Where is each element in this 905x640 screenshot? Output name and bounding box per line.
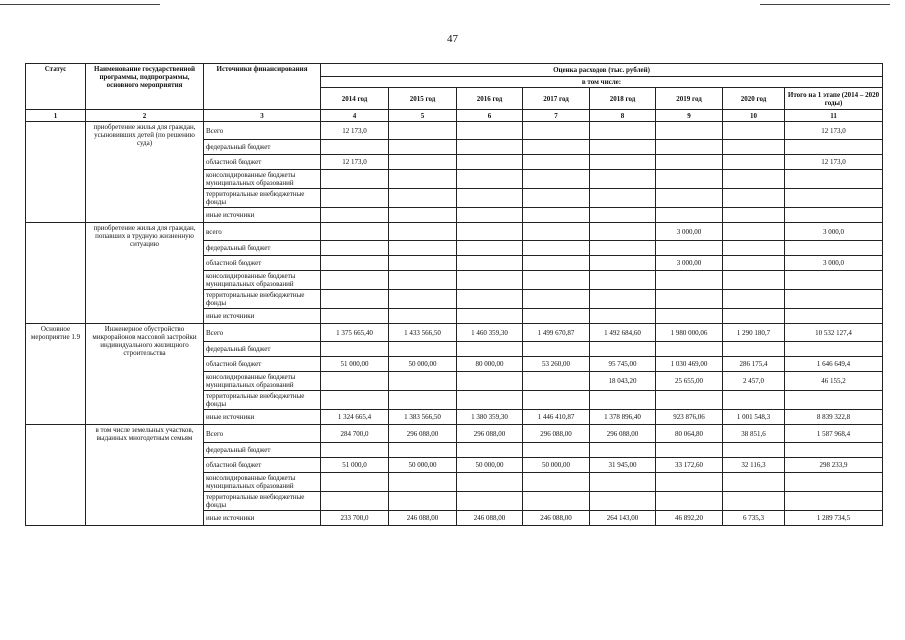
- source-cell: Всего: [204, 324, 321, 342]
- header-year: 2019 год: [656, 88, 723, 110]
- value-cell: [656, 140, 723, 155]
- source-cell: территориальные внебюджетные фонды: [204, 391, 321, 410]
- value-cell: 18 043,20: [590, 372, 656, 391]
- value-cell: [723, 223, 785, 241]
- value-cell: 10 532 127,4: [785, 324, 883, 342]
- page-number: 47: [447, 33, 458, 45]
- source-cell: федеральный бюджет: [204, 140, 321, 155]
- value-cell: 50 000,00: [457, 458, 523, 473]
- value-cell: [723, 443, 785, 458]
- value-cell: 1 492 684,60: [590, 324, 656, 342]
- value-cell: 50 000,00: [389, 357, 457, 372]
- value-cell: 284 700,0: [321, 425, 389, 443]
- column-index: 7: [523, 110, 590, 122]
- value-cell: [723, 189, 785, 208]
- table-row: [26, 122, 883, 140]
- value-cell: [321, 473, 389, 492]
- value-cell: 12 173,0: [785, 122, 883, 140]
- value-cell: 50 000,00: [523, 458, 590, 473]
- name-cell: приобретение жилья для граждан, попавших в трудную жизненную ситуацию: [86, 223, 204, 324]
- value-cell: [389, 473, 457, 492]
- value-cell: 1 433 566,50: [389, 324, 457, 342]
- value-cell: 3 000,00: [656, 256, 723, 271]
- value-cell: 1 289 734,5: [785, 511, 883, 526]
- table-row: [26, 324, 883, 342]
- value-cell: 298 233,9: [785, 458, 883, 473]
- value-cell: 1 383 566,50: [389, 410, 457, 425]
- value-cell: [389, 122, 457, 140]
- value-cell: [785, 208, 883, 223]
- value-cell: [656, 492, 723, 511]
- value-cell: [389, 189, 457, 208]
- value-cell: [656, 241, 723, 256]
- value-cell: 1 290 180,7: [723, 324, 785, 342]
- column-index: 5: [389, 110, 457, 122]
- value-cell: 3 000,00: [656, 223, 723, 241]
- value-cell: 6 735,3: [723, 511, 785, 526]
- value-cell: [321, 492, 389, 511]
- status-cell: [26, 122, 86, 223]
- value-cell: [523, 122, 590, 140]
- value-cell: [389, 223, 457, 241]
- value-cell: [656, 271, 723, 290]
- value-cell: [457, 155, 523, 170]
- value-cell: [656, 290, 723, 309]
- value-cell: 80 000,00: [457, 357, 523, 372]
- value-cell: 51 000,0: [321, 458, 389, 473]
- value-cell: [523, 256, 590, 271]
- value-cell: [723, 170, 785, 189]
- value-cell: [723, 208, 785, 223]
- value-cell: 12 173,0: [785, 155, 883, 170]
- value-cell: [723, 290, 785, 309]
- value-cell: [389, 155, 457, 170]
- source-cell: Всего: [204, 425, 321, 443]
- value-cell: [656, 391, 723, 410]
- table-row: [26, 223, 883, 241]
- value-cell: [523, 309, 590, 324]
- value-cell: 264 143,00: [590, 511, 656, 526]
- column-index: 3: [204, 110, 321, 122]
- value-cell: [523, 342, 590, 357]
- value-cell: 1 378 896,40: [590, 410, 656, 425]
- column-index: 4: [321, 110, 389, 122]
- value-cell: [389, 492, 457, 511]
- source-cell: территориальные внебюджетные фонды: [204, 290, 321, 309]
- value-cell: [523, 290, 590, 309]
- value-cell: [389, 170, 457, 189]
- value-cell: [457, 189, 523, 208]
- value-cell: [590, 473, 656, 492]
- value-cell: [389, 241, 457, 256]
- source-cell: иные источники: [204, 410, 321, 425]
- value-cell: 51 000,00: [321, 357, 389, 372]
- value-cell: [523, 223, 590, 241]
- value-cell: [389, 342, 457, 357]
- value-cell: [785, 241, 883, 256]
- value-cell: [321, 241, 389, 256]
- value-cell: [321, 290, 389, 309]
- source-cell: областной бюджет: [204, 458, 321, 473]
- value-cell: [321, 342, 389, 357]
- value-cell: [457, 241, 523, 256]
- value-cell: [723, 140, 785, 155]
- value-cell: [523, 492, 590, 511]
- value-cell: [656, 155, 723, 170]
- status-cell: Основное мероприятие 1.9: [26, 324, 86, 425]
- value-cell: [785, 309, 883, 324]
- value-cell: [457, 342, 523, 357]
- expenditure-table: [25, 63, 883, 526]
- value-cell: [457, 170, 523, 189]
- value-cell: [590, 140, 656, 155]
- value-cell: [590, 155, 656, 170]
- value-cell: [523, 443, 590, 458]
- value-cell: [590, 342, 656, 357]
- value-cell: 12 173,0: [321, 155, 389, 170]
- value-cell: 1 001 548,3: [723, 410, 785, 425]
- source-cell: федеральный бюджет: [204, 241, 321, 256]
- header-status: Статус: [26, 64, 86, 110]
- value-cell: [785, 189, 883, 208]
- value-cell: [321, 223, 389, 241]
- value-cell: [457, 290, 523, 309]
- value-cell: [457, 140, 523, 155]
- value-cell: [590, 309, 656, 324]
- value-cell: [656, 309, 723, 324]
- value-cell: [723, 473, 785, 492]
- column-index: 8: [590, 110, 656, 122]
- value-cell: [457, 309, 523, 324]
- value-cell: 95 745,00: [590, 357, 656, 372]
- source-cell: территориальные внебюджетные фонды: [204, 189, 321, 208]
- header-year: 2017 год: [523, 88, 590, 110]
- value-cell: [321, 170, 389, 189]
- value-cell: [785, 170, 883, 189]
- value-cell: [457, 443, 523, 458]
- value-cell: [590, 492, 656, 511]
- source-cell: областной бюджет: [204, 357, 321, 372]
- value-cell: [523, 170, 590, 189]
- value-cell: [590, 223, 656, 241]
- value-cell: [523, 208, 590, 223]
- value-cell: 923 876,06: [656, 410, 723, 425]
- value-cell: [321, 271, 389, 290]
- source-cell: консолидированные бюджеты муниципальных образований: [204, 170, 321, 189]
- value-cell: 286 175,4: [723, 357, 785, 372]
- value-cell: 33 172,60: [656, 458, 723, 473]
- value-cell: 296 088,00: [457, 425, 523, 443]
- value-cell: [457, 122, 523, 140]
- column-index: 10: [723, 110, 785, 122]
- value-cell: [590, 290, 656, 309]
- value-cell: 246 088,00: [523, 511, 590, 526]
- column-index: 2: [86, 110, 204, 122]
- header-year: 2018 год: [590, 88, 656, 110]
- value-cell: [389, 372, 457, 391]
- value-cell: [785, 391, 883, 410]
- value-cell: [590, 391, 656, 410]
- column-index: 9: [656, 110, 723, 122]
- value-cell: [785, 443, 883, 458]
- value-cell: [723, 122, 785, 140]
- value-cell: [785, 290, 883, 309]
- value-cell: [656, 443, 723, 458]
- header-total: Итого на 1 этапе (2014 – 2020 годы): [785, 88, 883, 110]
- header-estimate: Оценка расходов (тыс. рублей): [321, 64, 883, 77]
- value-cell: 1 646 649,4: [785, 357, 883, 372]
- value-cell: [457, 208, 523, 223]
- value-cell: [723, 256, 785, 271]
- value-cell: [321, 372, 389, 391]
- value-cell: [656, 342, 723, 357]
- value-cell: 1 460 359,30: [457, 324, 523, 342]
- value-cell: [590, 443, 656, 458]
- source-cell: территориальные внебюджетные фонды: [204, 492, 321, 511]
- value-cell: 46 155,2: [785, 372, 883, 391]
- value-cell: [590, 208, 656, 223]
- value-cell: [590, 189, 656, 208]
- value-cell: [785, 492, 883, 511]
- source-cell: федеральный бюджет: [204, 342, 321, 357]
- value-cell: 38 851,6: [723, 425, 785, 443]
- value-cell: [389, 208, 457, 223]
- value-cell: 1 030 469,00: [656, 357, 723, 372]
- source-cell: иные источники: [204, 309, 321, 324]
- column-index: 6: [457, 110, 523, 122]
- value-cell: [457, 256, 523, 271]
- value-cell: 8 839 322,8: [785, 410, 883, 425]
- value-cell: 32 116,3: [723, 458, 785, 473]
- value-cell: 246 088,00: [389, 511, 457, 526]
- value-cell: 1 446 410,87: [523, 410, 590, 425]
- header-year: 2016 год: [457, 88, 523, 110]
- value-cell: [457, 473, 523, 492]
- value-cell: [457, 271, 523, 290]
- source-cell: областной бюджет: [204, 256, 321, 271]
- value-cell: [389, 140, 457, 155]
- header-year: 2015 год: [389, 88, 457, 110]
- value-cell: 31 945,00: [590, 458, 656, 473]
- header-source: Источники финансирования: [204, 64, 321, 110]
- value-cell: [723, 492, 785, 511]
- value-cell: [590, 122, 656, 140]
- top-rule-left: [0, 4, 160, 5]
- value-cell: [321, 208, 389, 223]
- value-cell: 296 088,00: [590, 425, 656, 443]
- value-cell: [723, 342, 785, 357]
- source-cell: иные источники: [204, 208, 321, 223]
- value-cell: 25 655,00: [656, 372, 723, 391]
- source-cell: федеральный бюджет: [204, 443, 321, 458]
- name-cell: Инженерное обустройство микрорайонов массовой застройки индивидуального жилищного строительства: [86, 324, 204, 425]
- value-cell: [321, 256, 389, 271]
- value-cell: [590, 170, 656, 189]
- value-cell: [389, 256, 457, 271]
- source-cell: всего: [204, 223, 321, 241]
- name-cell: в том числе земельных участков, выданных многодетным семьям: [86, 425, 204, 526]
- value-cell: 1 375 665,40: [321, 324, 389, 342]
- value-cell: [321, 189, 389, 208]
- value-cell: [389, 290, 457, 309]
- value-cell: 46 892,20: [656, 511, 723, 526]
- column-index: 11: [785, 110, 883, 122]
- value-cell: [523, 189, 590, 208]
- value-cell: 296 088,00: [389, 425, 457, 443]
- value-cell: [523, 241, 590, 256]
- value-cell: 53 260,00: [523, 357, 590, 372]
- value-cell: [321, 443, 389, 458]
- value-cell: 50 000,00: [389, 458, 457, 473]
- value-cell: 12 173,0: [321, 122, 389, 140]
- name-cell: приобретение жилья для граждан, усыновивших детей (по решению суда): [86, 122, 204, 223]
- value-cell: [785, 271, 883, 290]
- value-cell: [590, 241, 656, 256]
- value-cell: [389, 271, 457, 290]
- value-cell: [656, 473, 723, 492]
- value-cell: [656, 208, 723, 223]
- source-cell: консолидированные бюджеты муниципальных образований: [204, 372, 321, 391]
- source-cell: областной бюджет: [204, 155, 321, 170]
- source-cell: консолидированные бюджеты муниципальных образований: [204, 473, 321, 492]
- header-including: в том числе:: [321, 77, 883, 88]
- source-cell: иные источники: [204, 511, 321, 526]
- value-cell: [785, 140, 883, 155]
- value-cell: 1 324 665,4: [321, 410, 389, 425]
- value-cell: 1 587 968,4: [785, 425, 883, 443]
- value-cell: [457, 391, 523, 410]
- value-cell: [523, 155, 590, 170]
- value-cell: [523, 473, 590, 492]
- column-index: 1: [26, 110, 86, 122]
- value-cell: 2 457,0: [723, 372, 785, 391]
- value-cell: 1 499 670,87: [523, 324, 590, 342]
- value-cell: [523, 140, 590, 155]
- header-name: Наименование государственной программы, подпрограммы, основного мероприятия: [86, 64, 204, 110]
- value-cell: [590, 271, 656, 290]
- status-cell: [26, 223, 86, 324]
- value-cell: [523, 391, 590, 410]
- value-cell: [723, 155, 785, 170]
- value-cell: 3 000,0: [785, 223, 883, 241]
- value-cell: [457, 223, 523, 241]
- value-cell: [656, 122, 723, 140]
- table-row: [26, 425, 883, 443]
- value-cell: [656, 189, 723, 208]
- header-year: 2014 год: [321, 88, 389, 110]
- value-cell: 246 088,00: [457, 511, 523, 526]
- value-cell: [523, 271, 590, 290]
- value-cell: 80 064,80: [656, 425, 723, 443]
- value-cell: 1 980 000,06: [656, 324, 723, 342]
- source-cell: консолидированные бюджеты муниципальных образований: [204, 271, 321, 290]
- value-cell: 3 000,0: [785, 256, 883, 271]
- value-cell: 233 700,0: [321, 511, 389, 526]
- header-year: 2020 год: [723, 88, 785, 110]
- value-cell: 296 088,00: [523, 425, 590, 443]
- value-cell: 1 380 359,30: [457, 410, 523, 425]
- value-cell: [457, 492, 523, 511]
- value-cell: [723, 241, 785, 256]
- source-cell: Всего: [204, 122, 321, 140]
- value-cell: [389, 391, 457, 410]
- value-cell: [457, 372, 523, 391]
- value-cell: [321, 140, 389, 155]
- value-cell: [523, 372, 590, 391]
- status-cell: [26, 425, 86, 526]
- value-cell: [389, 309, 457, 324]
- value-cell: [723, 271, 785, 290]
- value-cell: [785, 342, 883, 357]
- value-cell: [656, 170, 723, 189]
- value-cell: [321, 309, 389, 324]
- value-cell: [723, 391, 785, 410]
- value-cell: [723, 309, 785, 324]
- top-rule-right: [760, 4, 890, 5]
- value-cell: [321, 391, 389, 410]
- value-cell: [785, 473, 883, 492]
- value-cell: [590, 256, 656, 271]
- value-cell: [389, 443, 457, 458]
